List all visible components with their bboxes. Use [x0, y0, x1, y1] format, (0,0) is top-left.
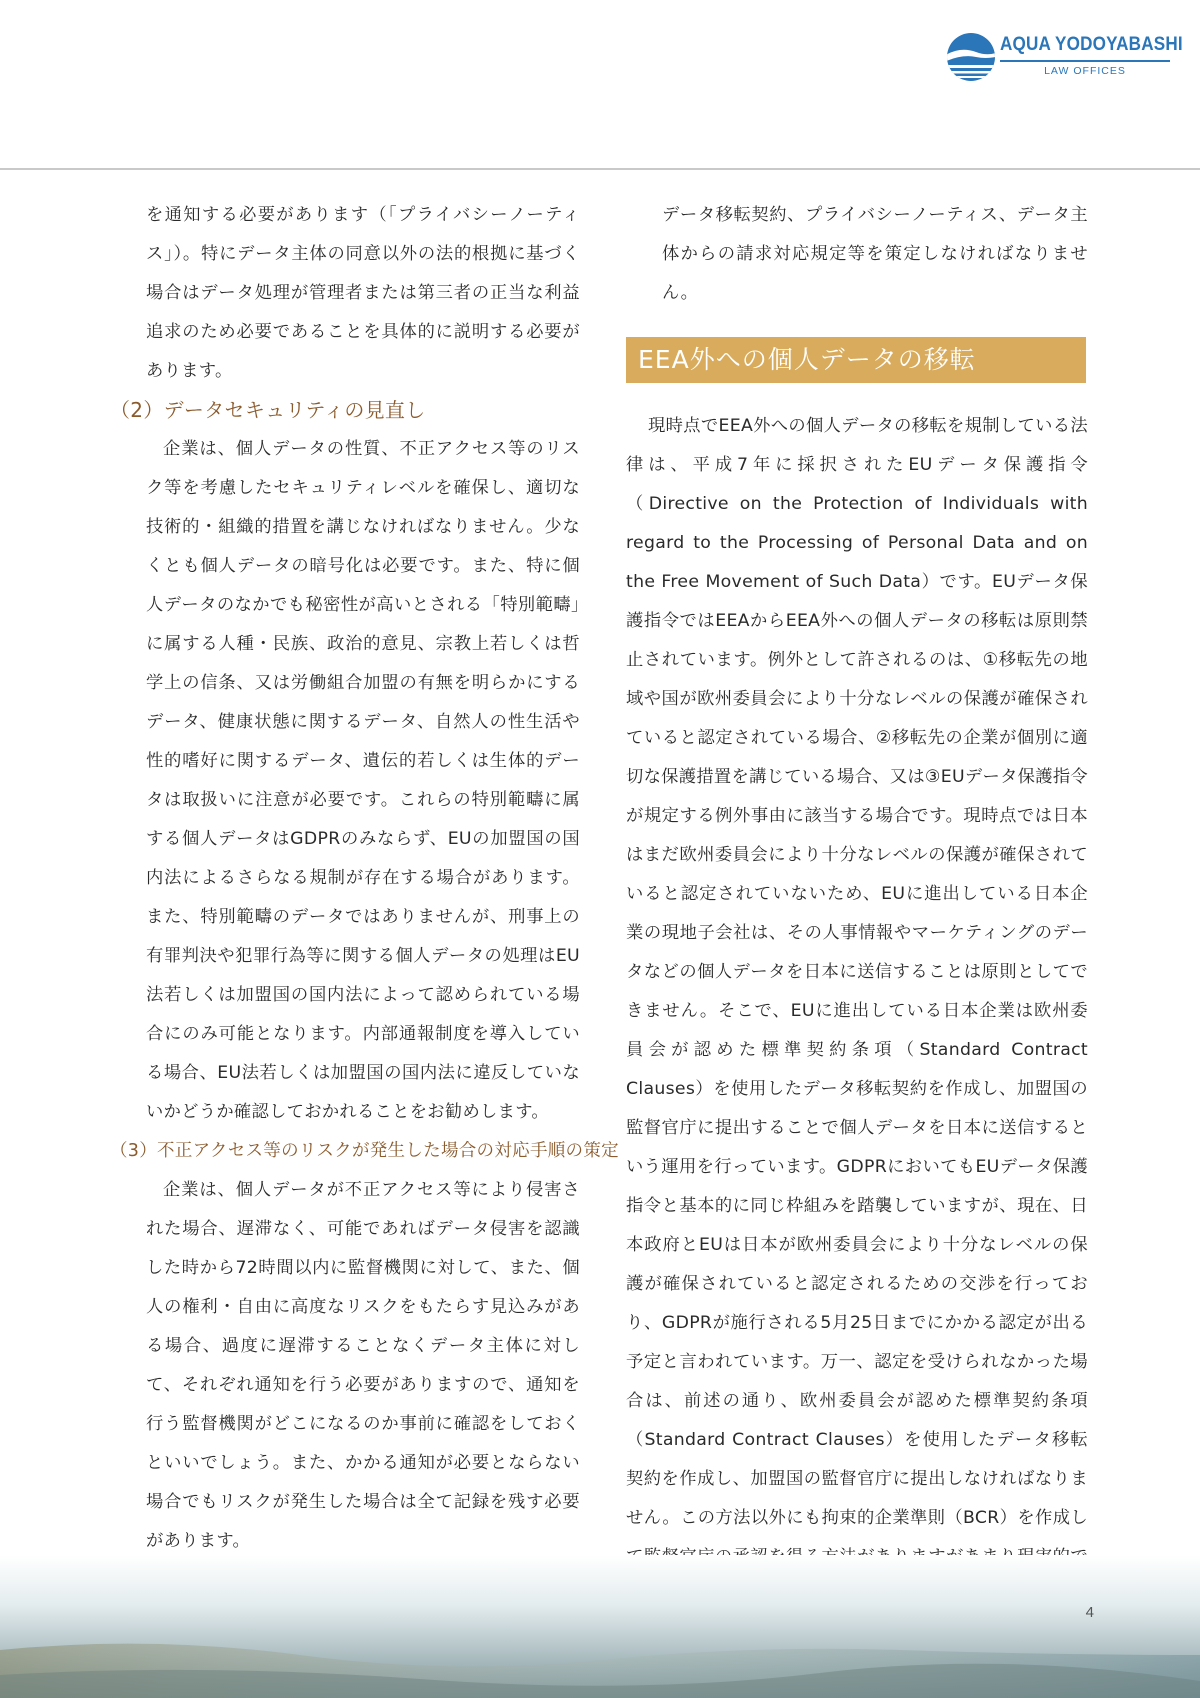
section-title: EEA外への個人データの移転 — [638, 345, 976, 374]
footer-water-image — [0, 1555, 1200, 1698]
firm-name: AQUA YODOYABASHI — [1000, 34, 1183, 55]
left-intro-paragraph: を通知する必要があります（「プライバシーノーティス」）。特にデータ主体の同意以外の法的根拠に基づく場合はデータ処理が管理者または第三者の正当な利益追求のため必要であることを具体的に説明する必要があります。 — [146, 205, 580, 381]
right-column — [626, 196, 1088, 1616]
page-header — [0, 0, 1200, 168]
section-title-box — [626, 337, 1086, 383]
subheading-incident-response: （3）不正アクセス等のリスクが発生した場合の対応手順の策定 — [110, 1141, 619, 1161]
wave-logo-icon — [946, 32, 996, 82]
subheading-data-security: （2）データセキュリティの見直し — [110, 398, 426, 422]
incident-response-paragraph: 企業は、個人データが不正アクセス等により侵害された場合、遅滞なく、可能であればデータ侵害を認識した時から72時間以内に監督機関に対して、また、個人の権利・自由に高度なリスクをもたらす見込みがある場合、過度に遅滞することなくデータ主体に対して、それぞれ通知を行う必要がありますので、通知を行う監督機関がどこになるのか事前に確認をしておくといいでしょう。また、かかる通知が必要とならない場合でもリスクが発生した場合は全て記録を残す必要があります。 — [146, 1180, 580, 1551]
page-number: 4 — [1085, 1604, 1094, 1621]
firm-logo — [946, 30, 1183, 86]
left-column — [110, 196, 619, 1639]
firm-subtitle: LAW OFFICES — [1044, 65, 1126, 77]
header-divider — [0, 168, 1200, 170]
logo-divider — [1000, 60, 1170, 62]
eea-transfer-paragraph: 現時点でEEA外への個人データの移転を規制している法律は、平成7年に採択されたEUデータ保護指令（Directive on the Protection of Individuals with regard to the Processing of Personal Data and on the Free Movement of Such Data）です。EUデータ保護指令ではEEAからEEA外への個人データの移転は原則禁止されています。例外として許されるのは、①移転先の地域や国が欧州委員会により十分なレベルの保護が確保されていると認定されている場合、②移転先の企業が個別に適切な保護措置を講じている場合、又は③EUデータ保護指令が規定する例外事由に該当する場合です。現時点では日本はまだ欧州委員会により十分なレベルの保護が確保されていると認定されていないため、EUに進出している日本企業の現地子会社は、その人事情報やマーケティングのデータなどの個人データを日本に送信することは原則としてできません。そこで、EUに進出している日本企業は欧州委員会が認めた標準契約条項（Standard Contract Clauses）を使用したデータ移転契約を作成し、加盟国の監督官庁に提出することで個人データを日本に送信するという運用を行っています。GDPRにおいてもEUデータ保護指令と基本的に同じ枠組みを踏襲していますが、現在、日本政府とEUは日本が欧州委員会により十分なレベルの保護が確保されていると認定されるための交渉を行っており、GDPRが施行される5月25日までにかかる認定が出る予定と言われています。万一、認定を受けられなかった場合は、前述の通り、欧州委員会が認めた標準契約条項（Standard Contract Clauses）を使用したデータ移転契約を作成し、加盟国の監督官庁に提出しなければなりません。この方法以外にも拘束的企業準則（BCR）を作成し — [626, 416, 1088, 1528]
data-security-paragraph: 企業は、個人データの性質、不正アクセス等のリスク等を考慮したセキュリティレベルを確保し、適切な技術的・組織的措置を講じなければなりません。少なくとも個人データの暗号化は必要です。また、特に個人データのなかでも秘密性が高いとされる「特別範疇」に属する人種・民族、政治的意見、宗教上若しくは哲学上の信条、又は労働組合加盟の有無を明らかにするデータ、健康状態に関するデータ、自然人の性生活や性的嗜好に関するデータ、遺伝的若しくは生体的データは取扱いに注意が必要です。これらの特別範疇に属する個人データはGDPRのみならず、EUの加盟国の国内法によるさらなる規制が存在する場合があります。また、特別範疇のデータではありませんが、刑事上の有罪判決や犯罪行為等に関する個人データの処理はEU法若しくは加盟国の国内法によって認められている場合にのみ可能となります。内部通報制度を導入している場合、EU法若しくは加盟国の国内法に違反していないかどうか確認しておかれることをお勧めします。 — [146, 439, 580, 1122]
right-continuation-paragraph: データ移転契約、プライバシーノーティス、データ主体からの請求対応規定等を策定しなければなりません。 — [662, 205, 1088, 303]
